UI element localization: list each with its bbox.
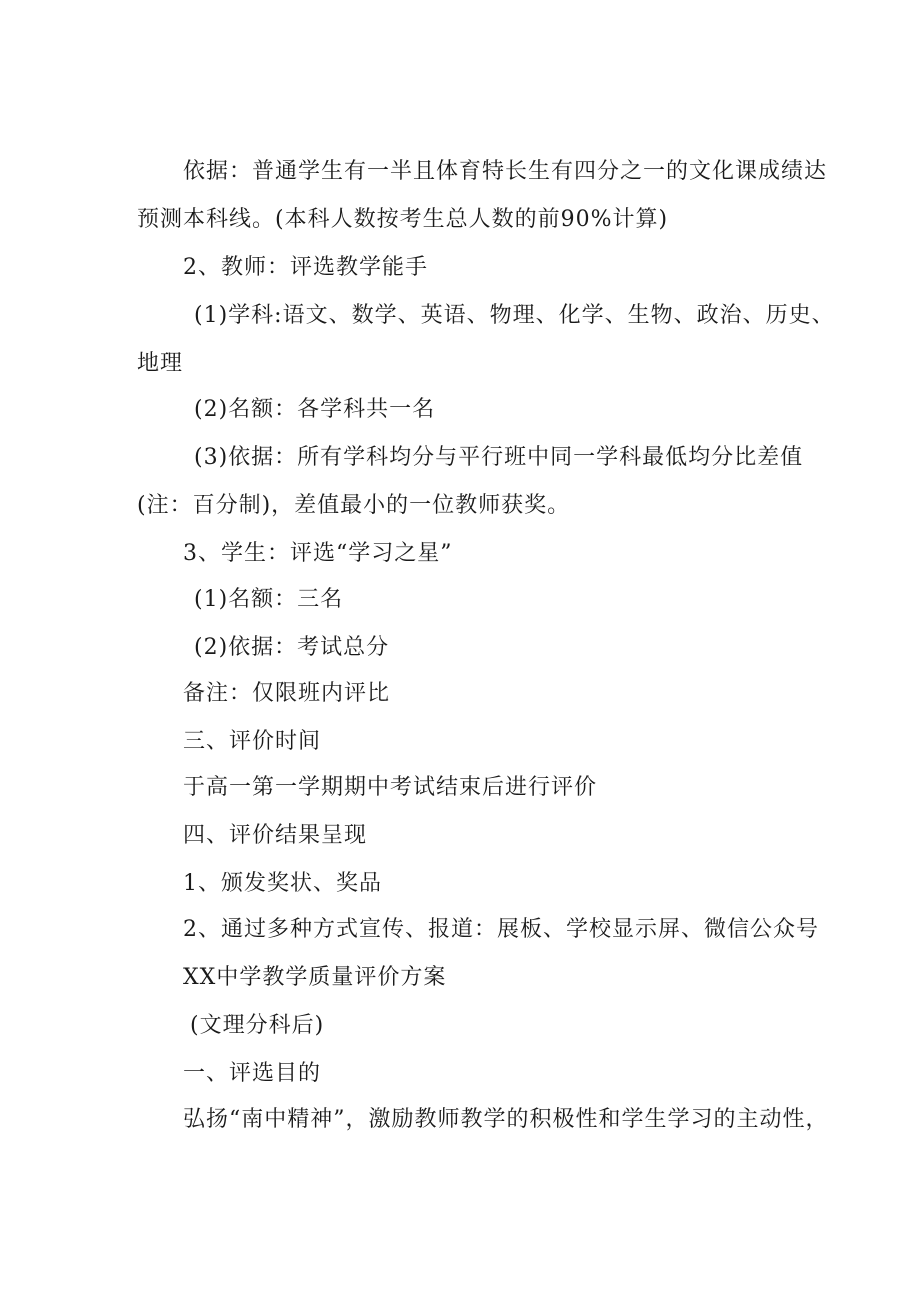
text-line: 于高一第一学期期中考试结束后进行评价 [183, 775, 598, 800]
text-line: 预测本科线。(本科人数按考生总人数的前90%计算) [137, 207, 669, 232]
section-heading: 四、评价结果呈现 [183, 823, 368, 848]
text-line: (2)依据：考试总分 [194, 635, 390, 660]
document-subtitle: (文理分科后) [190, 1013, 325, 1038]
text-line: 弘扬“南中精神”，激励教师教学的积极性和学生学习的主动性， [183, 1107, 829, 1132]
text-line: 依据：普通学生有一半且体育特长生有四分之一的文化课成绩达 [183, 159, 828, 184]
section-heading: 三、评价时间 [183, 729, 322, 754]
section-heading: 3、学生：评选“学习之星” [183, 541, 453, 566]
text-line: 地理 [137, 351, 184, 376]
note-line: 备注：仅限班内评比 [183, 681, 391, 706]
text-line: (注：百分制)，差值最小的一位教师获奖。 [137, 493, 571, 518]
section-heading: 一、评选目的 [183, 1061, 322, 1086]
text-line: 1、颁发奖状、奖品 [183, 871, 382, 896]
document-title: XX中学教学质量评价方案 [183, 965, 447, 990]
text-line: (2)名额：各学科共一名 [194, 397, 436, 422]
section-heading: 2、教师：评选教学能手 [183, 255, 428, 280]
text-line: (1)名额：三名 [194, 587, 344, 612]
text-line: 2、通过多种方式宣传、报道：展板、学校显示屏、微信公众号 [183, 917, 819, 942]
text-line: (1)学科:语文、数学、英语、物理、化学、生物、政治、历史、 [194, 303, 835, 328]
text-line: (3)依据：所有学科均分与平行班中同一学科最低均分比差值 [194, 445, 804, 470]
